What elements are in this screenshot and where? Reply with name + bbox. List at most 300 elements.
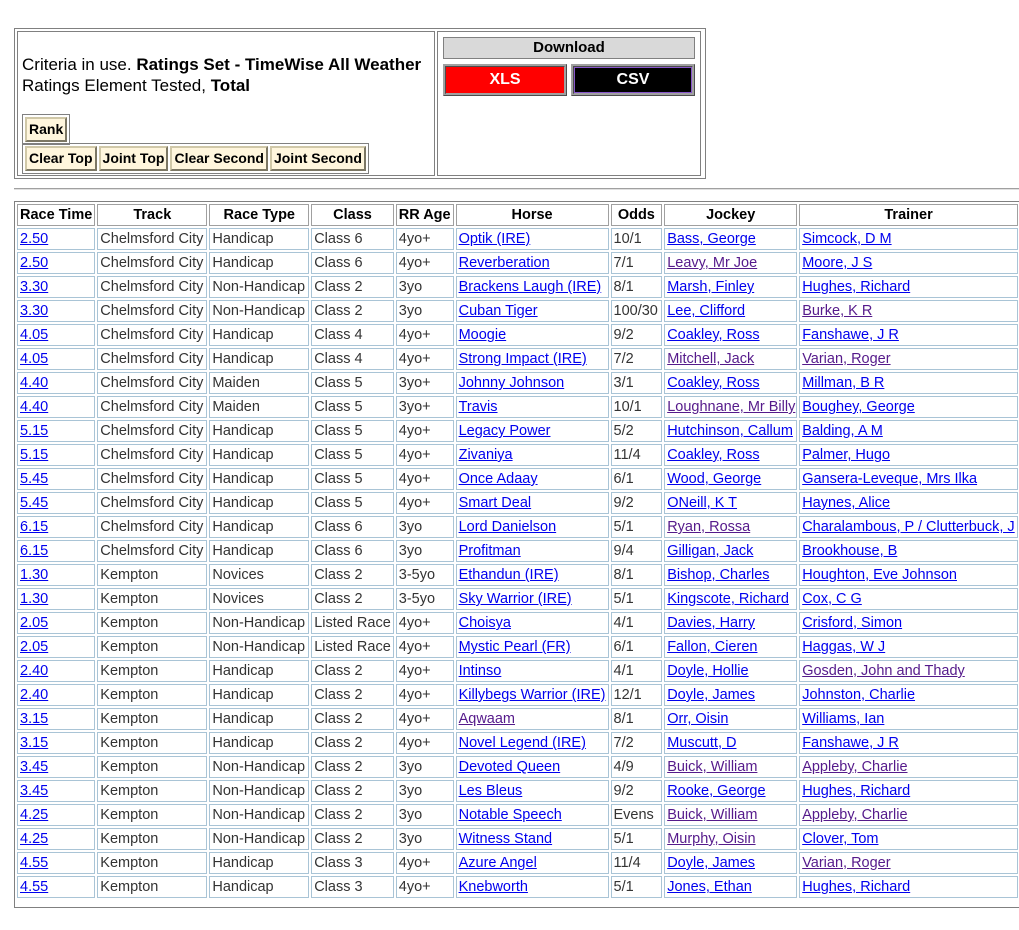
class-cell: Class 5 bbox=[311, 444, 394, 466]
jockey-cell bbox=[664, 492, 797, 514]
rr-age-cell: 4yo+ bbox=[396, 252, 454, 274]
trainer-cell bbox=[799, 492, 1018, 514]
odds-cell: 11/4 bbox=[611, 444, 663, 466]
table-row bbox=[17, 852, 1019, 874]
race-type-cell: Novices bbox=[209, 588, 309, 610]
horse-link[interactable]: Devoted Queen bbox=[458, 759, 561, 775]
table-row bbox=[17, 732, 1019, 754]
jockey-link[interactable]: Loughnane, Mr Billy bbox=[667, 399, 796, 415]
results-panel bbox=[14, 201, 1019, 908]
trainer-link[interactable]: Brookhouse, B bbox=[802, 543, 898, 559]
horse-link[interactable]: Intinso bbox=[458, 663, 502, 679]
class-cell: Class 2 bbox=[311, 588, 394, 610]
horse-link[interactable]: Les Bleus bbox=[458, 783, 523, 799]
race-time-link[interactable]: 5.45 bbox=[20, 495, 49, 511]
trainer-link[interactable]: Millman, B R bbox=[802, 375, 885, 391]
column-header-jockey: Jockey bbox=[664, 204, 797, 226]
rr-age-cell: 4yo+ bbox=[396, 348, 454, 370]
race-time-cell bbox=[17, 228, 95, 250]
jockey-link[interactable]: Ryan, Rossa bbox=[667, 519, 751, 535]
track-cell: Kempton bbox=[97, 756, 207, 778]
jockey-link[interactable]: Lee, Clifford bbox=[667, 303, 746, 319]
trainer-link[interactable]: Moore, J S bbox=[802, 255, 873, 271]
track-cell: Kempton bbox=[97, 612, 207, 634]
trainer-link[interactable]: Haggas, W J bbox=[802, 639, 886, 655]
horse-link[interactable]: Brackens Laugh (IRE) bbox=[458, 279, 602, 295]
horse-link[interactable]: Zivaniya bbox=[458, 447, 513, 463]
jockey-link[interactable]: Davies, Harry bbox=[667, 615, 756, 631]
odds-cell: 8/1 bbox=[611, 276, 663, 298]
trainer-link[interactable]: Crisford, Simon bbox=[802, 615, 903, 631]
race-time-cell bbox=[17, 372, 95, 394]
track-cell: Chelmsford City bbox=[97, 228, 207, 250]
jockey-cell bbox=[664, 636, 797, 658]
horse-link[interactable]: Legacy Power bbox=[458, 423, 551, 439]
odds-cell: 8/1 bbox=[611, 708, 663, 730]
jockey-cell bbox=[664, 876, 797, 898]
odds-cell: 5/1 bbox=[611, 876, 663, 898]
jockey-cell bbox=[664, 780, 797, 802]
table-row bbox=[17, 684, 1019, 706]
race-time-cell bbox=[17, 612, 95, 634]
odds-cell: 4/1 bbox=[611, 660, 663, 682]
horse-link[interactable]: Sky Warrior (IRE) bbox=[458, 591, 572, 607]
trainer-link[interactable]: Clover, Tom bbox=[802, 831, 879, 847]
odds-cell: 5/1 bbox=[611, 588, 663, 610]
trainer-cell bbox=[799, 468, 1018, 490]
jockey-link[interactable]: Bass, George bbox=[667, 231, 756, 247]
class-cell: Class 3 bbox=[311, 852, 394, 874]
table-row bbox=[17, 804, 1019, 826]
race-time-link[interactable]: 5.45 bbox=[20, 471, 49, 487]
race-time-cell bbox=[17, 804, 95, 826]
jockey-cell bbox=[664, 348, 797, 370]
odds-cell: 7/2 bbox=[611, 348, 663, 370]
horse-link[interactable]: Notable Speech bbox=[458, 807, 562, 823]
class-cell: Class 6 bbox=[311, 252, 394, 274]
rr-age-cell: 4yo+ bbox=[396, 636, 454, 658]
race-time-link[interactable]: 4.40 bbox=[20, 399, 49, 415]
race-type-cell: Handicap bbox=[209, 684, 309, 706]
race-time-link[interactable]: 3.15 bbox=[20, 711, 49, 727]
column-header-race-time: Race Time bbox=[17, 204, 95, 226]
filter-clear-second-button[interactable]: Clear Second bbox=[170, 146, 267, 171]
jockey-cell bbox=[664, 612, 797, 634]
class-cell: Class 2 bbox=[311, 708, 394, 730]
trainer-link[interactable]: Balding, A M bbox=[802, 423, 883, 439]
rr-age-cell: 4yo+ bbox=[396, 468, 454, 490]
race-time-link[interactable]: 4.55 bbox=[20, 879, 49, 895]
download-csv-button[interactable]: CSV bbox=[571, 64, 695, 96]
jockey-link[interactable]: Hutchinson, Callum bbox=[667, 423, 793, 439]
race-time-link[interactable]: 6.15 bbox=[20, 519, 49, 535]
race-time-cell bbox=[17, 684, 95, 706]
race-time-cell bbox=[17, 660, 95, 682]
race-time-link[interactable]: 1.30 bbox=[20, 567, 49, 583]
race-time-link[interactable]: 5.15 bbox=[20, 447, 49, 463]
horse-link[interactable]: Strong Impact (IRE) bbox=[458, 351, 587, 367]
trainer-link[interactable]: Boughey, George bbox=[802, 399, 915, 415]
jockey-link[interactable]: Leavy, Mr Joe bbox=[667, 255, 758, 271]
trainer-cell bbox=[799, 348, 1018, 370]
horse-link[interactable]: Azure Angel bbox=[458, 855, 537, 871]
trainer-cell bbox=[799, 636, 1018, 658]
trainer-link[interactable]: Charalambous, P / Clutterbuck, J bbox=[802, 519, 1015, 535]
trainer-link[interactable]: Varian, Roger bbox=[802, 855, 891, 871]
horse-link[interactable]: Choisya bbox=[458, 615, 511, 631]
odds-cell: 10/1 bbox=[611, 228, 663, 250]
jockey-cell bbox=[664, 300, 797, 322]
trainer-link[interactable]: Appleby, Charlie bbox=[802, 807, 908, 823]
race-time-cell bbox=[17, 708, 95, 730]
rr-age-cell: 4yo+ bbox=[396, 492, 454, 514]
rr-age-cell: 3yo bbox=[396, 516, 454, 538]
jockey-link[interactable]: Gilligan, Jack bbox=[667, 543, 754, 559]
jockey-cell bbox=[664, 708, 797, 730]
race-time-link[interactable]: 1.30 bbox=[20, 591, 49, 607]
class-cell: Class 5 bbox=[311, 468, 394, 490]
table-row bbox=[17, 588, 1019, 610]
class-cell: Class 2 bbox=[311, 780, 394, 802]
filter-clear-top-button[interactable]: Clear Top bbox=[25, 146, 97, 171]
horse-link[interactable]: Smart Deal bbox=[458, 495, 532, 511]
criteria-panel bbox=[14, 28, 706, 179]
class-cell: Class 2 bbox=[311, 660, 394, 682]
trainer-link[interactable]: Haynes, Alice bbox=[802, 495, 891, 511]
jockey-cell bbox=[664, 660, 797, 682]
jockey-link[interactable]: Muscutt, D bbox=[667, 735, 737, 751]
race-time-link[interactable]: 2.50 bbox=[20, 255, 49, 271]
race-time-link[interactable]: 4.05 bbox=[20, 327, 49, 343]
trainer-cell bbox=[799, 516, 1018, 538]
track-cell: Kempton bbox=[97, 636, 207, 658]
trainer-cell bbox=[799, 444, 1018, 466]
trainer-link[interactable]: Burke, K R bbox=[802, 303, 873, 319]
track-cell: Kempton bbox=[97, 804, 207, 826]
jockey-link[interactable]: Marsh, Finley bbox=[667, 279, 755, 295]
jockey-link[interactable]: Jones, Ethan bbox=[667, 879, 752, 895]
jockey-cell bbox=[664, 588, 797, 610]
odds-cell: 9/2 bbox=[611, 492, 663, 514]
race-type-cell: Non-Handicap bbox=[209, 300, 309, 322]
horse-cell bbox=[456, 420, 609, 442]
race-time-link[interactable]: 2.05 bbox=[20, 639, 49, 655]
trainer-link[interactable]: Hughes, Richard bbox=[802, 783, 911, 799]
jockey-link[interactable]: Coakley, Ross bbox=[667, 375, 760, 391]
race-time-cell bbox=[17, 732, 95, 754]
horse-cell bbox=[456, 372, 609, 394]
odds-cell: 5/1 bbox=[611, 828, 663, 850]
horse-link[interactable]: Johnny Johnson bbox=[458, 375, 565, 391]
horse-link[interactable]: Lord Danielson bbox=[458, 519, 557, 535]
jockey-link[interactable]: Bishop, Charles bbox=[667, 567, 770, 583]
rr-age-cell: 3yo bbox=[396, 828, 454, 850]
horse-cell bbox=[456, 228, 609, 250]
race-time-link[interactable]: 2.40 bbox=[20, 687, 49, 703]
trainer-cell bbox=[799, 420, 1018, 442]
race-time-link[interactable]: 6.15 bbox=[20, 543, 49, 559]
race-type-cell: Handicap bbox=[209, 324, 309, 346]
jockey-cell bbox=[664, 540, 797, 562]
track-cell: Chelmsford City bbox=[97, 516, 207, 538]
jockey-link[interactable]: Kingscote, Richard bbox=[667, 591, 789, 607]
odds-cell: 12/1 bbox=[611, 684, 663, 706]
odds-cell: 6/1 bbox=[611, 468, 663, 490]
jockey-cell bbox=[664, 396, 797, 418]
jockey-link[interactable]: Doyle, Hollie bbox=[667, 663, 749, 679]
column-header-odds: Odds bbox=[611, 204, 663, 226]
horse-link[interactable]: Knebworth bbox=[458, 879, 528, 895]
race-time-link[interactable]: 3.30 bbox=[20, 303, 49, 319]
rr-age-cell: 3yo bbox=[396, 276, 454, 298]
jockey-cell bbox=[664, 516, 797, 538]
trainer-link[interactable]: Williams, Ian bbox=[802, 711, 885, 727]
trainer-link[interactable]: Gosden, John and Thady bbox=[802, 663, 965, 679]
race-time-link[interactable]: 5.15 bbox=[20, 423, 49, 439]
class-cell: Class 5 bbox=[311, 420, 394, 442]
table-row bbox=[17, 708, 1019, 730]
rr-age-cell: 4yo+ bbox=[396, 732, 454, 754]
sort-rank-button[interactable]: Rank bbox=[25, 117, 67, 142]
jockey-cell bbox=[664, 324, 797, 346]
table-row bbox=[17, 468, 1019, 490]
horse-cell bbox=[456, 468, 609, 490]
horse-link[interactable]: Aqwaam bbox=[458, 711, 516, 727]
horse-link[interactable]: Cuban Tiger bbox=[458, 303, 538, 319]
race-time-cell bbox=[17, 852, 95, 874]
horse-link[interactable]: Once Adaay bbox=[458, 471, 538, 487]
race-time-link[interactable]: 4.25 bbox=[20, 807, 49, 823]
trainer-link[interactable]: Hughes, Richard bbox=[802, 879, 911, 895]
jockey-link[interactable]: Murphy, Oisin bbox=[667, 831, 756, 847]
jockey-link[interactable]: Fallon, Cieren bbox=[667, 639, 758, 655]
trainer-link[interactable]: Palmer, Hugo bbox=[802, 447, 891, 463]
class-cell: Class 6 bbox=[311, 540, 394, 562]
table-row bbox=[17, 396, 1019, 418]
race-type-cell: Non-Handicap bbox=[209, 804, 309, 826]
race-time-cell bbox=[17, 492, 95, 514]
jockey-link[interactable]: Buick, William bbox=[667, 759, 758, 775]
horse-link[interactable]: Witness Stand bbox=[458, 831, 553, 847]
jockey-cell bbox=[664, 444, 797, 466]
download-xls-button[interactable]: XLS bbox=[443, 64, 567, 96]
horse-link[interactable]: Reverberation bbox=[458, 255, 550, 271]
jockey-link[interactable]: Wood, George bbox=[667, 471, 762, 487]
race-type-cell: Handicap bbox=[209, 420, 309, 442]
trainer-link[interactable]: Fanshawe, J R bbox=[802, 327, 899, 343]
rr-age-cell: 4yo+ bbox=[396, 324, 454, 346]
trainer-cell bbox=[799, 780, 1018, 802]
race-time-link[interactable]: 2.50 bbox=[20, 231, 49, 247]
table-row bbox=[17, 564, 1019, 586]
race-type-cell: Handicap bbox=[209, 660, 309, 682]
table-row bbox=[17, 372, 1019, 394]
race-time-link[interactable]: 4.55 bbox=[20, 855, 49, 871]
table-row bbox=[17, 252, 1019, 274]
track-cell: Chelmsford City bbox=[97, 396, 207, 418]
race-time-cell bbox=[17, 348, 95, 370]
race-type-cell: Maiden bbox=[209, 372, 309, 394]
class-cell: Class 5 bbox=[311, 492, 394, 514]
race-type-cell: Handicap bbox=[209, 516, 309, 538]
odds-cell: 9/2 bbox=[611, 324, 663, 346]
table-row bbox=[17, 636, 1019, 658]
table-row bbox=[17, 756, 1019, 778]
track-cell: Chelmsford City bbox=[97, 300, 207, 322]
class-cell: Class 4 bbox=[311, 324, 394, 346]
trainer-cell bbox=[799, 396, 1018, 418]
filter-joint-top-button[interactable]: Joint Top bbox=[99, 146, 169, 171]
race-time-link[interactable]: 3.45 bbox=[20, 759, 49, 775]
horse-cell bbox=[456, 684, 609, 706]
horse-link[interactable]: Ethandun (IRE) bbox=[458, 567, 559, 583]
horse-cell bbox=[456, 636, 609, 658]
race-type-cell: Handicap bbox=[209, 708, 309, 730]
race-time-link[interactable]: 4.40 bbox=[20, 375, 49, 391]
jockey-cell bbox=[664, 684, 797, 706]
horse-cell bbox=[456, 876, 609, 898]
divider bbox=[14, 188, 1019, 190]
rr-age-cell: 3-5yo bbox=[396, 564, 454, 586]
track-cell: Kempton bbox=[97, 852, 207, 874]
race-time-link[interactable]: 3.45 bbox=[20, 783, 49, 799]
odds-cell: 100/30 bbox=[611, 300, 663, 322]
jockey-cell bbox=[664, 852, 797, 874]
race-time-link[interactable]: 4.05 bbox=[20, 351, 49, 367]
horse-cell bbox=[456, 780, 609, 802]
class-cell: Class 2 bbox=[311, 756, 394, 778]
race-time-cell bbox=[17, 828, 95, 850]
rr-age-cell: 3yo+ bbox=[396, 372, 454, 394]
jockey-cell bbox=[664, 252, 797, 274]
trainer-cell bbox=[799, 804, 1018, 826]
rr-age-cell: 3yo bbox=[396, 300, 454, 322]
trainer-link[interactable]: Hughes, Richard bbox=[802, 279, 911, 295]
jockey-link[interactable]: Rooke, George bbox=[667, 783, 766, 799]
column-header-rr-age: RR Age bbox=[396, 204, 454, 226]
track-cell: Kempton bbox=[97, 660, 207, 682]
trainer-link[interactable]: Appleby, Charlie bbox=[802, 759, 908, 775]
column-header-horse: Horse bbox=[456, 204, 609, 226]
jockey-cell bbox=[664, 756, 797, 778]
class-cell: Class 6 bbox=[311, 516, 394, 538]
jockey-link[interactable]: Buick, William bbox=[667, 807, 758, 823]
jockey-link[interactable]: Coakley, Ross bbox=[667, 327, 760, 343]
race-time-link[interactable]: 2.05 bbox=[20, 615, 49, 631]
jockey-link[interactable]: Doyle, James bbox=[667, 855, 756, 871]
race-time-link[interactable]: 3.30 bbox=[20, 279, 49, 295]
race-type-cell: Handicap bbox=[209, 468, 309, 490]
race-type-cell: Non-Handicap bbox=[209, 756, 309, 778]
race-type-cell: Non-Handicap bbox=[209, 828, 309, 850]
ratings-set-value: Ratings Set - TimeWise All Weather bbox=[136, 55, 422, 74]
odds-cell: 5/2 bbox=[611, 420, 663, 442]
rr-age-cell: 3yo+ bbox=[396, 396, 454, 418]
jockey-link[interactable]: Doyle, James bbox=[667, 687, 756, 703]
class-cell: Class 2 bbox=[311, 804, 394, 826]
criteria-prefix: Criteria in use. bbox=[22, 55, 137, 74]
race-time-cell bbox=[17, 444, 95, 466]
trainer-cell bbox=[799, 372, 1018, 394]
jockey-link[interactable]: Mitchell, Jack bbox=[667, 351, 755, 367]
trainer-link[interactable]: Johnston, Charlie bbox=[802, 687, 916, 703]
race-type-cell: Handicap bbox=[209, 348, 309, 370]
jockey-link[interactable]: Coakley, Ross bbox=[667, 447, 760, 463]
race-time-link[interactable]: 2.40 bbox=[20, 663, 49, 679]
rr-age-cell: 4yo+ bbox=[396, 852, 454, 874]
horse-link[interactable]: Killybegs Warrior (IRE) bbox=[458, 687, 606, 703]
trainer-cell bbox=[799, 660, 1018, 682]
trainer-cell bbox=[799, 756, 1018, 778]
table-row bbox=[17, 828, 1019, 850]
ratings-element-value: Total bbox=[210, 76, 251, 95]
horse-cell bbox=[456, 444, 609, 466]
trainer-cell bbox=[799, 732, 1018, 754]
race-time-link[interactable]: 3.15 bbox=[20, 735, 49, 751]
track-cell: Kempton bbox=[97, 780, 207, 802]
horse-link[interactable]: Moogie bbox=[458, 327, 507, 343]
race-time-link[interactable]: 4.25 bbox=[20, 831, 49, 847]
track-cell: Chelmsford City bbox=[97, 324, 207, 346]
horse-link[interactable]: Mystic Pearl (FR) bbox=[458, 639, 571, 655]
trainer-cell bbox=[799, 876, 1018, 898]
table-row bbox=[17, 348, 1019, 370]
track-cell: Kempton bbox=[97, 588, 207, 610]
trainer-link[interactable]: Gansera-Leveque, Mrs Ilka bbox=[802, 471, 978, 487]
horse-cell bbox=[456, 492, 609, 514]
race-type-cell: Non-Handicap bbox=[209, 612, 309, 634]
class-cell: Listed Race bbox=[311, 636, 394, 658]
class-cell: Class 2 bbox=[311, 684, 394, 706]
track-cell: Chelmsford City bbox=[97, 276, 207, 298]
trainer-link[interactable]: Cox, C G bbox=[802, 591, 862, 607]
jockey-cell bbox=[664, 468, 797, 490]
trainer-link[interactable]: Fanshawe, J R bbox=[802, 735, 899, 751]
trainer-link[interactable]: Simcock, D M bbox=[802, 231, 892, 247]
race-time-cell bbox=[17, 468, 95, 490]
horse-link[interactable]: Profitman bbox=[458, 543, 521, 559]
horse-link[interactable]: Optik (IRE) bbox=[458, 231, 531, 247]
jockey-cell bbox=[664, 276, 797, 298]
jockey-link[interactable]: Orr, Oisin bbox=[667, 711, 729, 727]
trainer-link[interactable]: Varian, Roger bbox=[802, 351, 891, 367]
trainer-link[interactable]: Houghton, Eve Johnson bbox=[802, 567, 957, 583]
horse-link[interactable]: Travis bbox=[458, 399, 498, 415]
track-cell: Kempton bbox=[97, 708, 207, 730]
horse-cell bbox=[456, 564, 609, 586]
class-cell: Class 2 bbox=[311, 300, 394, 322]
race-type-cell: Handicap bbox=[209, 540, 309, 562]
race-time-cell bbox=[17, 780, 95, 802]
rr-age-cell: 4yo+ bbox=[396, 660, 454, 682]
table-row bbox=[17, 540, 1019, 562]
table-row bbox=[17, 660, 1019, 682]
horse-cell bbox=[456, 804, 609, 826]
odds-cell: 7/1 bbox=[611, 252, 663, 274]
horse-cell bbox=[456, 276, 609, 298]
horse-cell bbox=[456, 516, 609, 538]
race-type-cell: Handicap bbox=[209, 252, 309, 274]
filter-joint-second-button[interactable]: Joint Second bbox=[270, 146, 366, 171]
horse-cell bbox=[456, 852, 609, 874]
trainer-cell bbox=[799, 564, 1018, 586]
jockey-link[interactable]: ONeill, K T bbox=[667, 495, 738, 511]
results-table bbox=[15, 202, 1019, 900]
jockey-cell bbox=[664, 828, 797, 850]
horse-link[interactable]: Novel Legend (IRE) bbox=[458, 735, 586, 751]
race-time-cell bbox=[17, 420, 95, 442]
rr-age-cell: 3yo bbox=[396, 780, 454, 802]
